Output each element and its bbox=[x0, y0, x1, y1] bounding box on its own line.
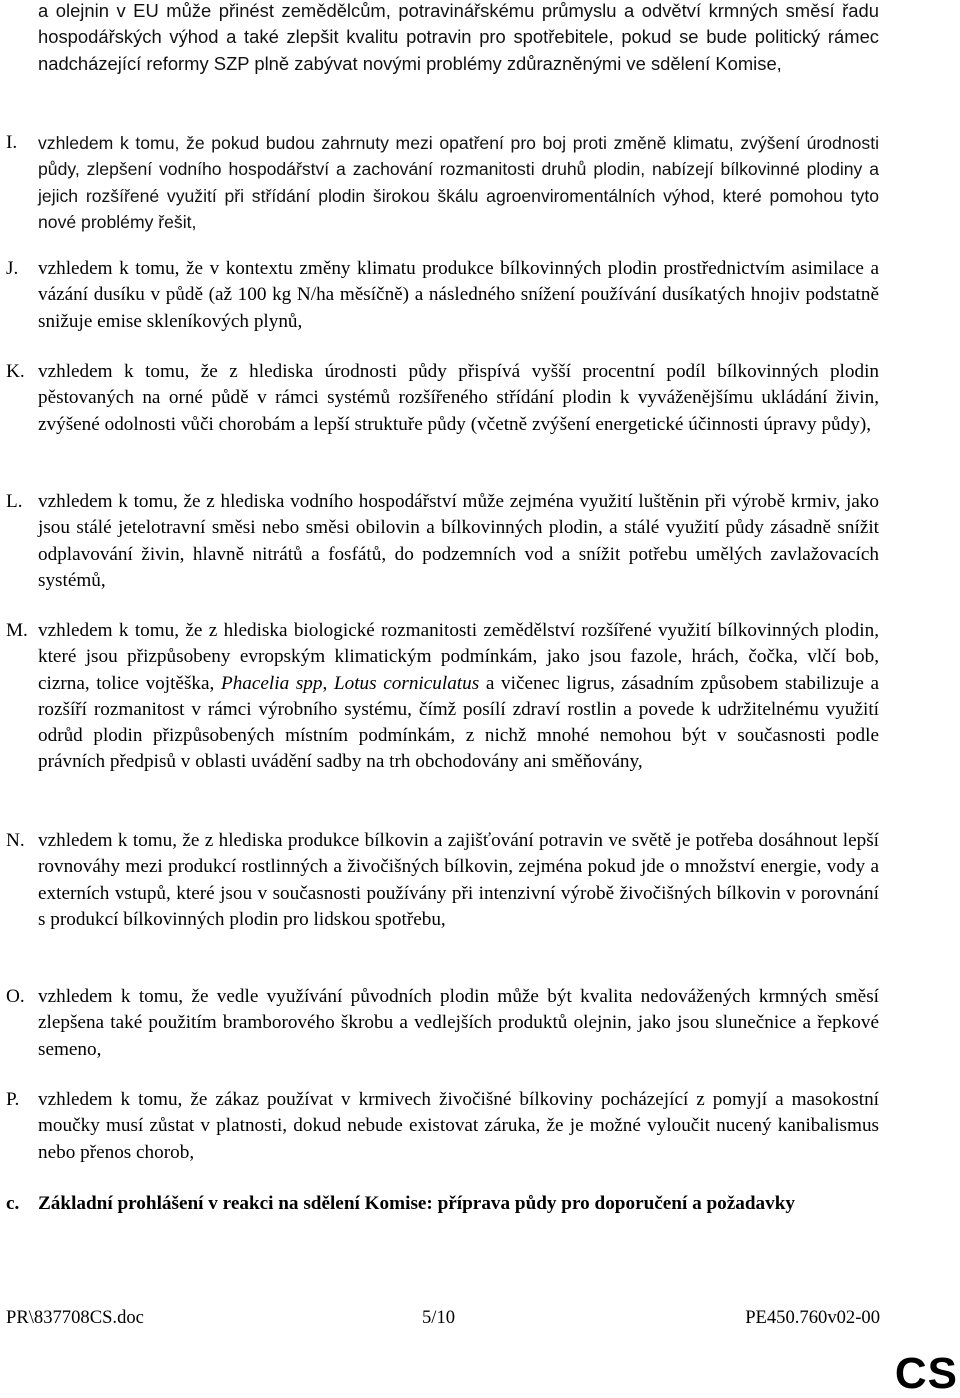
recital-letter: M. bbox=[6, 620, 28, 641]
recital-text: vzhledem k tomu, že pokud budou zahrnuty mezi opatření pro boj proti změně klimatu, zvýšení úrodnosti půdy, zlepšení vodního hospodářství a zachování rozmanitosti druhů plodin, nabízejí bílkovinné plodiny a jejich rozšířené využití při střídání plodin širokou škálu agroenviromentálních výhod, které pomohou tyto nové problémy řešit, bbox=[38, 133, 879, 232]
recital-l bbox=[6, 489, 879, 594]
recital-i bbox=[6, 130, 879, 235]
intro-paragraph: a olejnin v EU může přinést zemědělcům, potravinářskému průmyslu a odvětví krmných směsí řadu hospodářských výhod a také zlepšit kvalitu potravin pro spotřebitele, pokud se bude politický rámec nadcházející reformy SZP plně zabývat novými problémy zdůrazněnými ve sdělení Komise, bbox=[38, 0, 879, 74]
recital-j bbox=[6, 256, 879, 335]
section-heading bbox=[6, 1191, 879, 1217]
recital-n bbox=[6, 828, 879, 933]
recital-text-part: vzhledem k tomu, že z hlediska biologické rozmanitosti zemědělství rozšířené využití bílkovinných plodin, které jsou přizpůsobeny evropským klimatickým podmínkám, jako jsou fazole, hrách, čočka, vlčí bob, cizrna, tolice vojtěška, bbox=[38, 620, 879, 694]
species-name-italic: Phacelia spp bbox=[220, 672, 323, 694]
recital-letter: J. bbox=[6, 258, 19, 279]
recital-text: vzhledem k tomu, že zákaz používat v krmivech živočišné bílkoviny pocházející z pomyjí a masokostní moučky musí zůstat v platnosti, dokud nebude existovat záruka, že je možné vyloučit nucený kanibalismus nebo přenos chorob, bbox=[38, 1089, 879, 1163]
recital-text: vzhledem k tomu, že z hlediska úrodnosti půdy přispívá vyšší procentní podíl bílkovinných plodin pěstovaných na orné půdě v rámci systémů rozšířeného střídání plodin k vyváženějšímu ukládání živin, zvýšené odolnosti vůči chorobám a lepší struktuře půdy (včetně zvýšení energetické účinnosti úpravy půdy), bbox=[38, 361, 879, 435]
recital-letter: K. bbox=[6, 361, 25, 382]
recital-text: vzhledem k tomu, že z hlediska vodního hospodářství může zejména využití luštěnin při výrobě krmiv, jako jsou stálé jetelotravní směsi nebo směsi obilovin a bílkovinných plodin, a stálé využití půdy zásadně snížit odplavování živin, hlavně nitrátů a fosfátů, do podzemních vod a snížit potřebu umělých zavlažovacích systémů, bbox=[38, 491, 879, 591]
language-badge: CS bbox=[894, 1349, 958, 1398]
recital-text-part: a vičenec ligrus, zásadním způsobem stabilizuje a rozšíří rozmanitost v rámci výrobního systému, čímž posílí zdraví rostlin a povede k udržitelnému využití odrůd plodin přizpůsobených místním podmínkám, z nichž mnohé nemohou být v současnosti podle právních předpisů v oblasti uvádění sadby na trh obchodovány ani směňovány, bbox=[38, 672, 879, 773]
recital-text: vzhledem k tomu, že z hlediska produkce bílkovin a zajišťování potravin ve světě je potřeba dosáhnout lepší rovnováhy mezi produkcí rostlinných a živočišných bílkovin, zejména pokud jde o množství energie, vody a externích vstupů, které jsou v současnosti používány při intenzivní výrobě živočišných bílkovin v porovnání s produkcí bílkovinných plodin pro lidskou spotřebu, bbox=[38, 830, 879, 930]
section-heading-text: Základní prohlášení v reakci na sdělení Komise: příprava půdy pro doporučení a požadavky bbox=[38, 1193, 795, 1214]
footer-pe-ref: PE450.760v02-00 bbox=[745, 1307, 880, 1328]
recital-letter: O. bbox=[6, 986, 25, 1007]
recital-text: vzhledem k tomu, že vedle využívání původních plodin může být kvalita nedovážených krmných směsí zlepšena také použitím bramborového škrobu a vedlejších produktů olejnin, jako jsou slunečnice a řepkové semeno, bbox=[38, 986, 879, 1060]
species-name-italic: Lotus corniculatus bbox=[333, 672, 480, 694]
page-footer bbox=[0, 1306, 960, 1330]
recital-letter: P. bbox=[6, 1089, 20, 1110]
footer-page-number: 5/10 bbox=[422, 1307, 456, 1328]
recital-letter: L. bbox=[6, 491, 23, 512]
footer-doc-ref: PR\837708CS.doc bbox=[6, 1307, 144, 1328]
recital-o bbox=[6, 984, 879, 1063]
recital-letter: N. bbox=[6, 830, 25, 851]
recital-text bbox=[38, 618, 879, 776]
recital-text: vzhledem k tomu, že v kontextu změny klimatu produkce bílkovinných plodin prostřednictvím asimilace a vázání dusíku v půdě (až 100 kg N/ha měsíčně) a následného snížení používání dusíkatých hnojiv podstatně snižuje emise skleníkových plynů, bbox=[38, 258, 879, 332]
recital-p bbox=[6, 1087, 879, 1166]
section-letter: c. bbox=[6, 1193, 20, 1214]
recital-m bbox=[6, 618, 879, 776]
recital-letter: I. bbox=[6, 132, 18, 153]
recital-k bbox=[6, 359, 879, 438]
recital-text-part: , bbox=[322, 672, 334, 694]
